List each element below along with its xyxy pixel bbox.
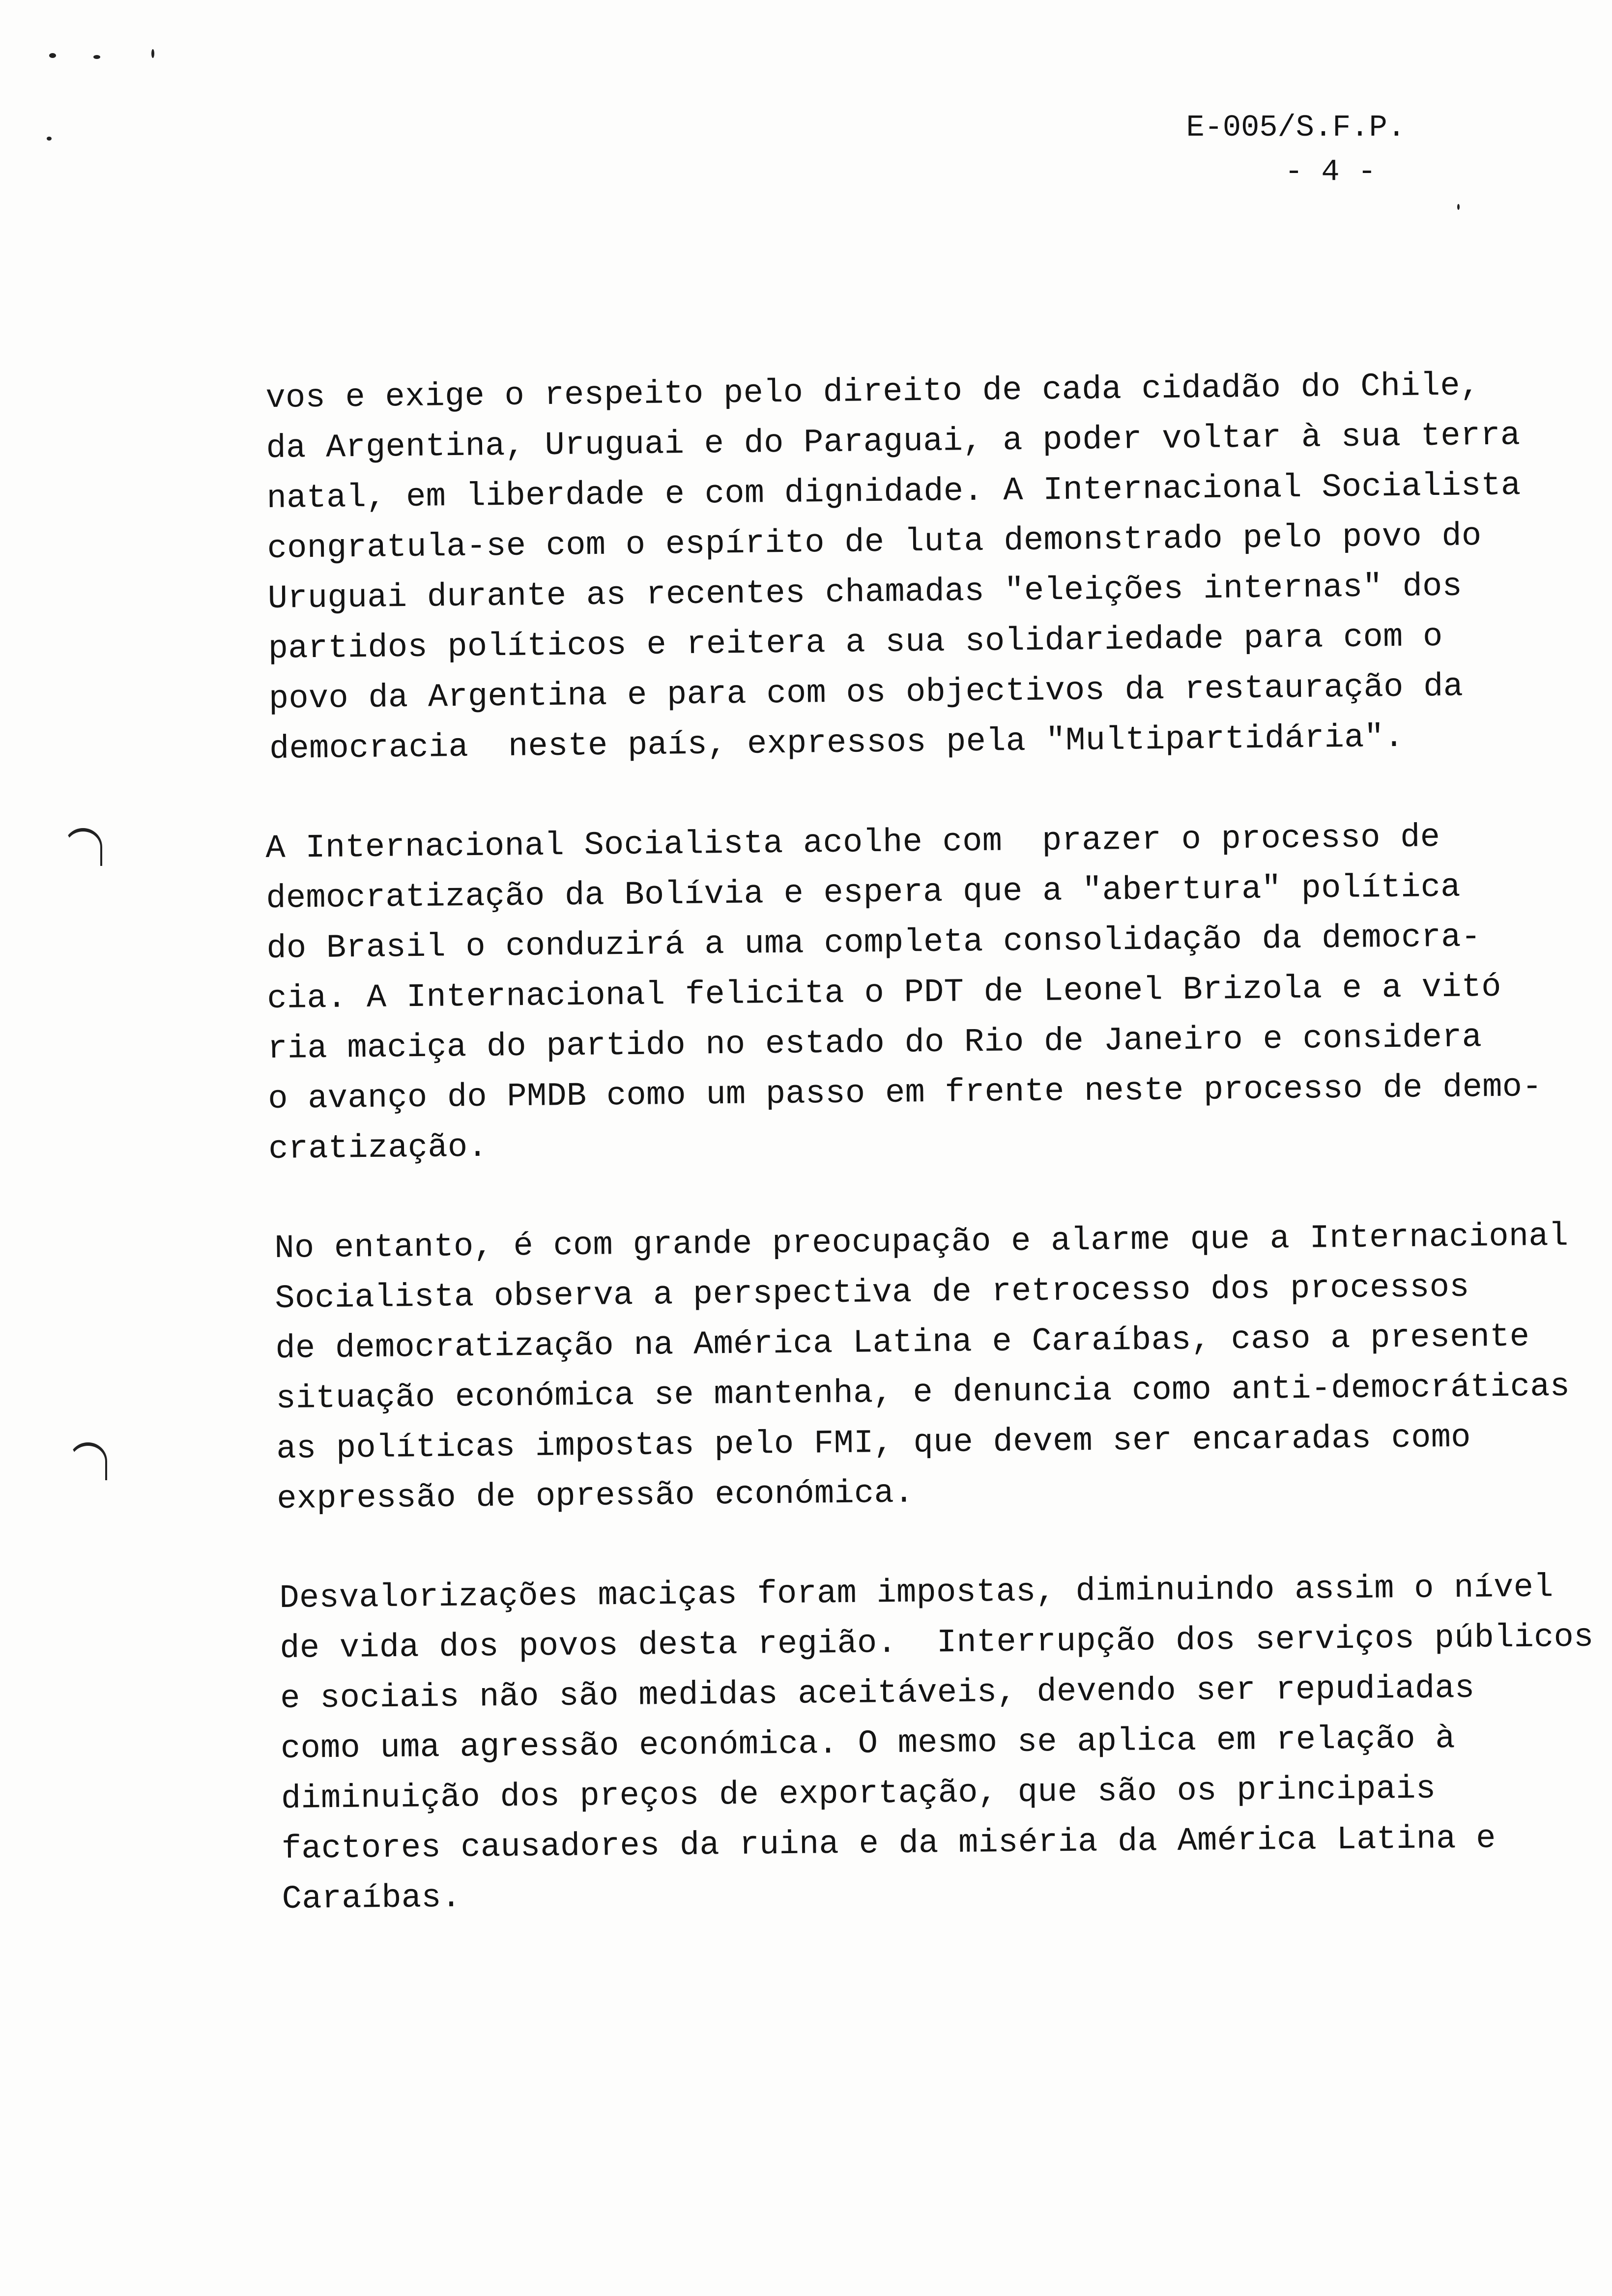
text-line: Socialista observa a perspectiva de retrocesso dos processos xyxy=(275,1268,1470,1318)
text-line: vos e exige o respeito pelo direito de cada cidadão do Chile, xyxy=(265,367,1480,417)
margin-bracket-mark xyxy=(69,1442,107,1480)
document-reference: E-005/S.F.P. xyxy=(1186,110,1406,145)
paragraph-2 xyxy=(265,811,1566,1175)
paragraph-3 xyxy=(274,1211,1570,1524)
text-line: cratização. xyxy=(268,1128,488,1168)
text-line: do Brasil o conduzirá a uma completa consolidação da democra- xyxy=(266,918,1481,968)
text-line: as políticas impostas pelo FMI, que devem ser encaradas como xyxy=(276,1419,1471,1468)
scan-speck xyxy=(1457,204,1460,210)
margin-bracket-mark xyxy=(64,828,102,866)
text-line: congratula-se com o espírito de luta demonstrado pelo povo do xyxy=(267,517,1482,568)
text-line: e sociais não são medidas aceitáveis, devendo ser repudiadas xyxy=(280,1669,1475,1718)
text-line: o avanço do PMDB como um passo em frente neste processo de demo- xyxy=(268,1068,1543,1118)
scan-speck xyxy=(49,53,56,58)
text-line: partidos políticos e reitera a sua solidariedade para com o xyxy=(268,618,1443,668)
text-line: No entanto, é com grande preocupação e alarme que a Internacional xyxy=(274,1217,1569,1267)
text-line: cia. A Internacional felicita o PDT de Leonel Brizola e a vitó xyxy=(267,968,1502,1018)
text-line: Caraíbas. xyxy=(282,1879,461,1918)
document-body xyxy=(265,367,1594,1974)
page-header xyxy=(1062,106,1406,194)
text-line: factores causadores da ruina e da miséria da América Latina e xyxy=(281,1820,1497,1868)
text-line: natal, em liberdade e com dignidade. A Internacional Socialista xyxy=(266,467,1521,517)
text-line: povo da Argentina e para com os objectivos da restauração da xyxy=(268,668,1464,718)
paragraph-4 xyxy=(279,1562,1594,1924)
text-line: de democratização na América Latina e Caraíbas, caso a presente xyxy=(275,1318,1530,1368)
text-line: Desvalorizações maciças foram impostas, diminuindo assim o nível xyxy=(279,1569,1554,1617)
text-line: A Internacional Socialista acolhe com prazer o processo de xyxy=(265,819,1440,867)
text-line: democracia neste país, expressos pela "Multipartidária". xyxy=(269,718,1405,768)
text-line: diminuição dos preços de exportação, que são os principais xyxy=(281,1770,1436,1818)
text-line: como uma agressão económica. O mesmo se aplica em relação à xyxy=(280,1720,1456,1768)
text-line: Uruguai durante as recentes chamadas "eleições internas" dos xyxy=(267,568,1463,618)
text-line: da Argentina, Uruguai e do Paraguai, a poder voltar à sua terra xyxy=(266,417,1521,467)
scan-speck xyxy=(151,49,154,58)
scan-speck xyxy=(93,55,100,59)
scan-speck xyxy=(47,137,52,141)
page-number: - 4 - xyxy=(1284,154,1376,189)
text-line: de vida dos povos desta região. Interrupção dos serviços públicos xyxy=(280,1618,1594,1667)
text-line: expressão de opressão económica. xyxy=(277,1474,914,1518)
text-line: ria maciça do partido no estado do Rio de Janeiro e considera xyxy=(267,1019,1482,1068)
paragraph-1 xyxy=(265,360,1567,775)
text-line: democratização da Bolívia e espera que a "abertura" política xyxy=(266,868,1461,918)
text-line: situação económica se mantenha, e denuncia como anti-democráticas xyxy=(276,1368,1570,1418)
